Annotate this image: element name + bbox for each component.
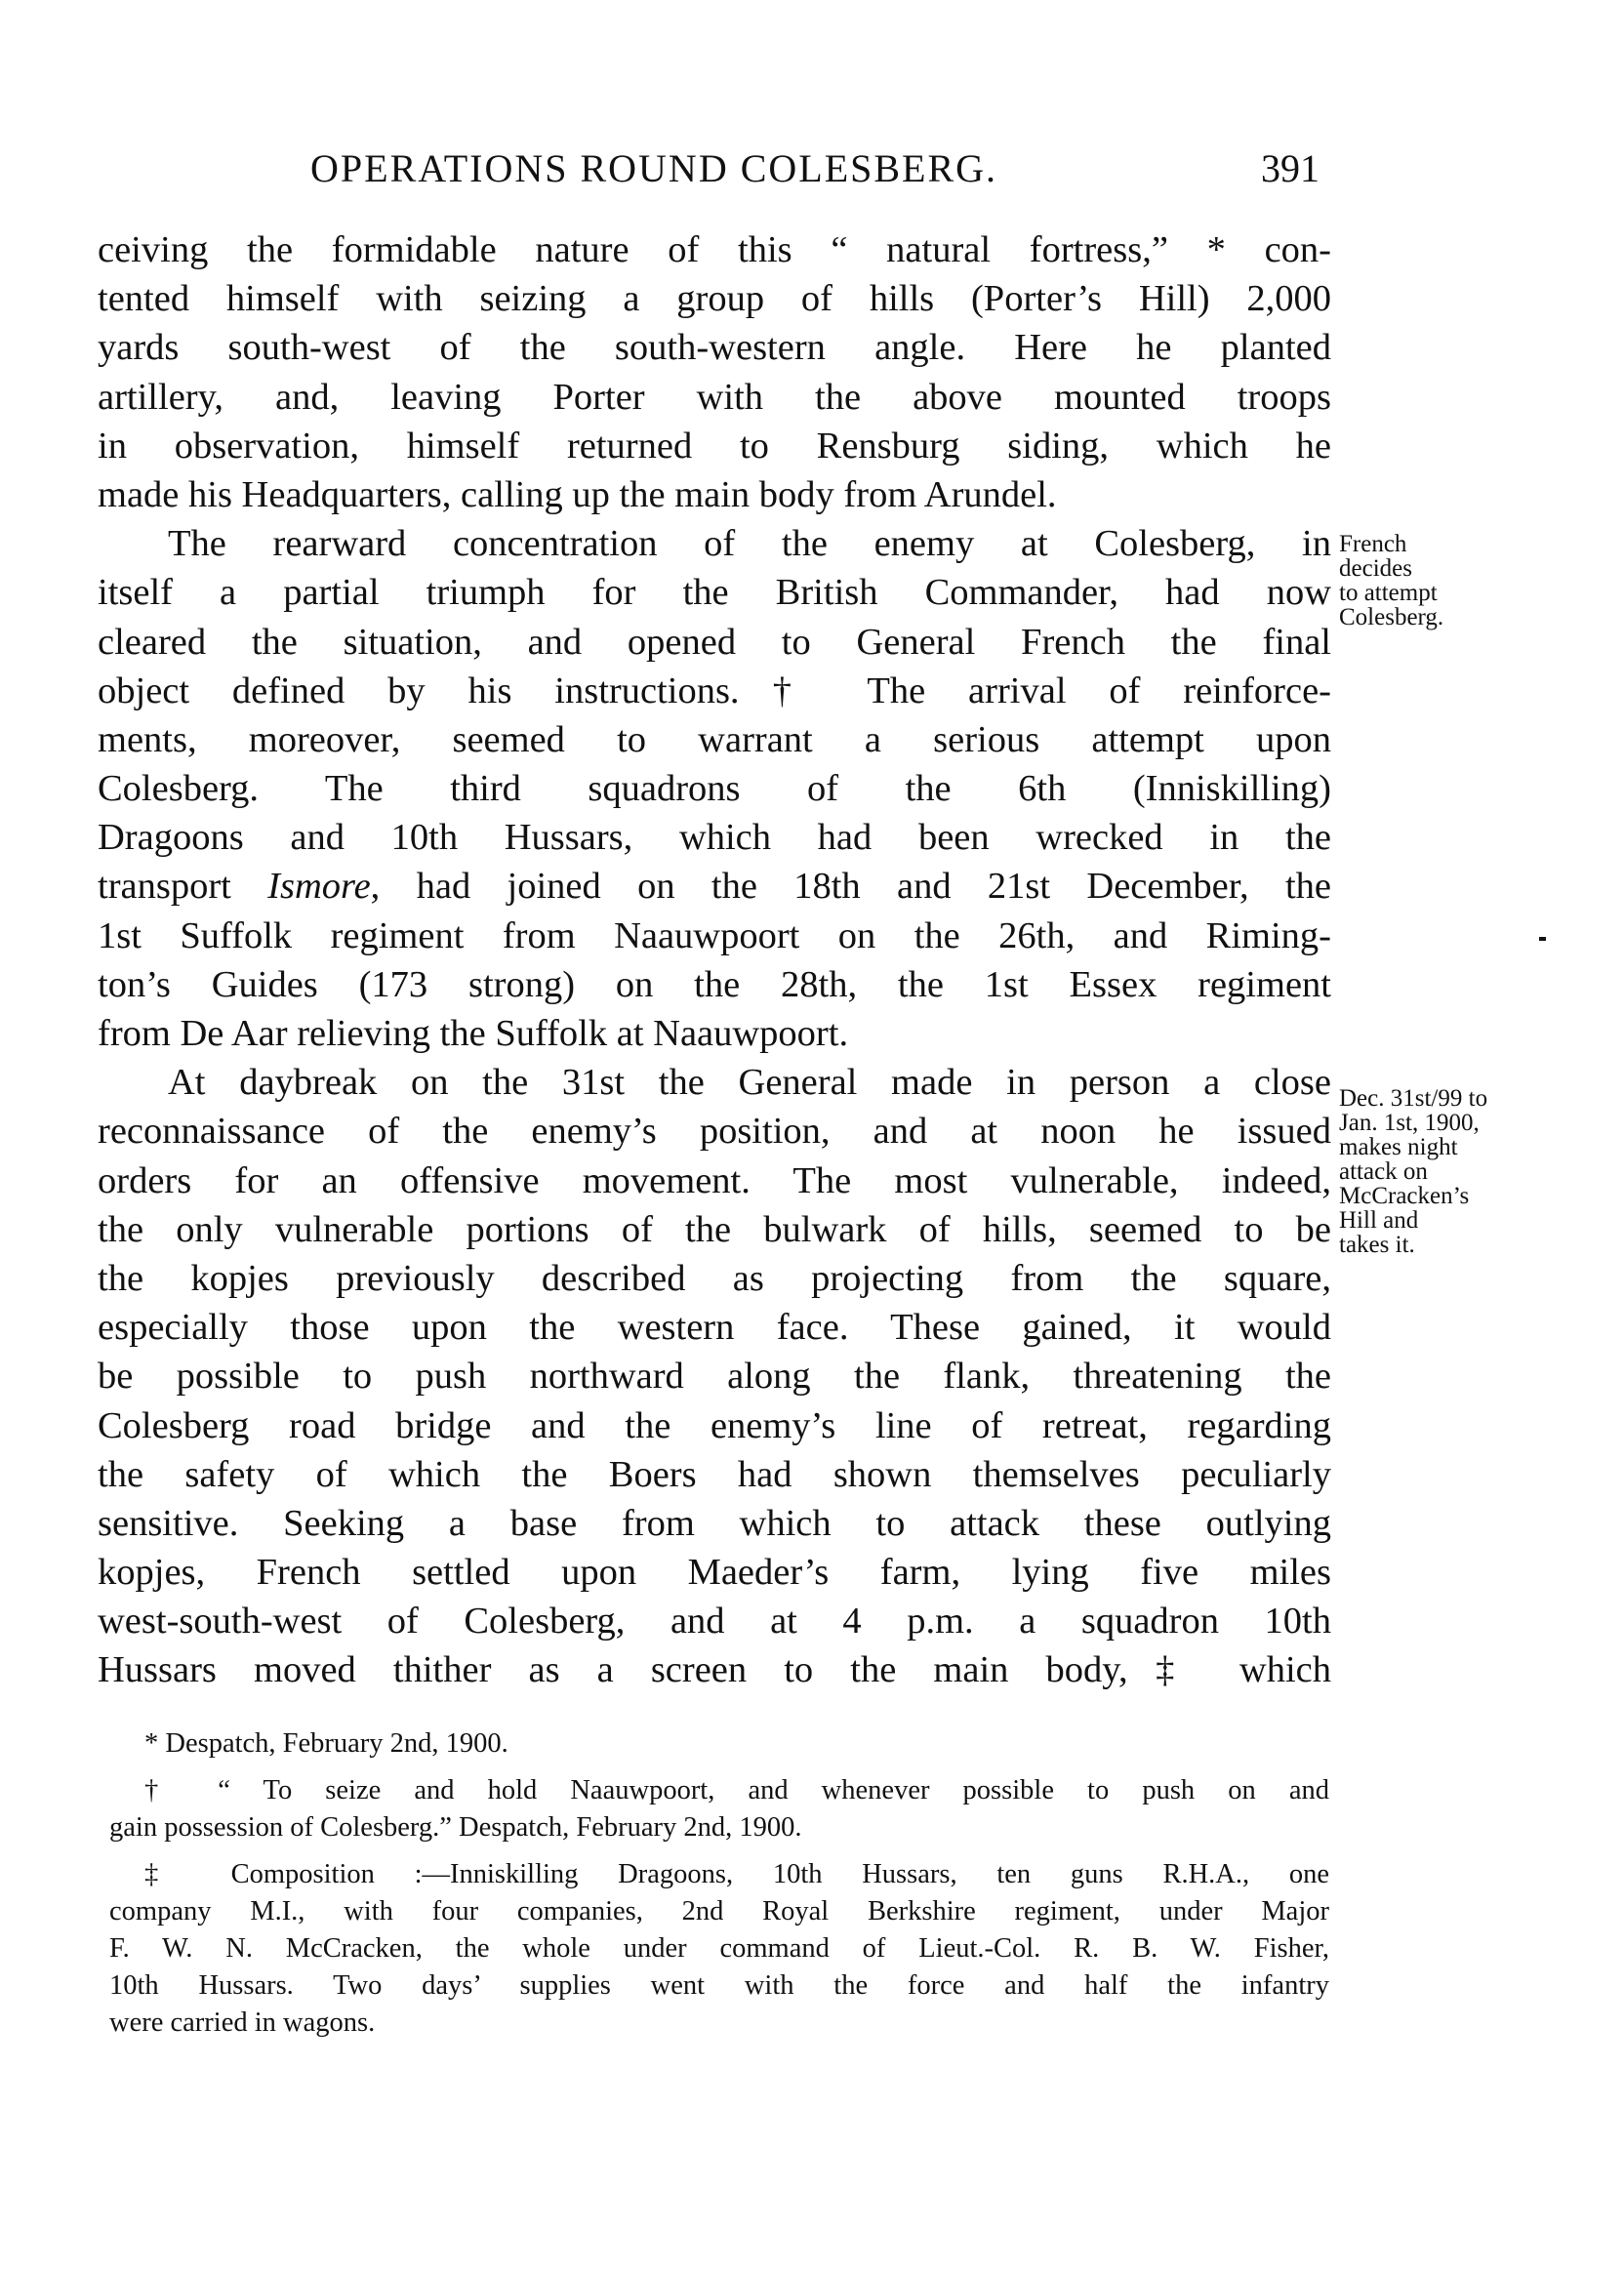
body-line: be possible to push northward along the flank, threatening the <box>98 1356 1331 1398</box>
body-text <box>98 225 1331 1695</box>
margin-note-line: French <box>1339 531 1407 557</box>
footnote-line: ‡ Composition :—Inniskilling Dragoons, 10th Hussars, ten guns R.H.A., one <box>144 1859 1329 1889</box>
margin-note-line: decides <box>1339 555 1412 582</box>
body-line: kopjes, French settled upon Maeder’s farm, lying five miles <box>98 1552 1331 1594</box>
body-line: orders for an offensive movement. The most vulnerable, indeed, <box>98 1159 1331 1201</box>
margin-note-line: takes it. <box>1339 1232 1415 1258</box>
margin-note-line: Jan. 1st, 1900, <box>1339 1110 1480 1136</box>
footnote-line: F. W. N. McCracken, the whole under command of Lieut.-Col. R. B. W. Fisher, <box>109 1933 1329 1964</box>
footnotes <box>109 1725 1329 2051</box>
body-line: especially those upon the western face. These gained, it would <box>98 1307 1331 1349</box>
body-line: the safety of which the Boers had shown themselves peculiarly <box>98 1453 1331 1495</box>
margin-note-french-decides <box>1339 532 1443 629</box>
body-line: the kopjes previously described as projecting from the square, <box>98 1257 1331 1299</box>
body-line-prefix: transport <box>98 866 268 908</box>
margin-note-night-attack <box>1339 1086 1487 1257</box>
ship-name-italic: Ismore <box>267 866 371 908</box>
body-line: object defined by his instructions.† The arrival of reinforce- <box>98 669 1331 711</box>
footnote-dagger <box>109 1772 1329 1846</box>
body-line-suffix: , had joined on the 18th and 21st December, the <box>370 866 1331 908</box>
margin-note-line: Hill and <box>1339 1207 1419 1234</box>
footnote-line: were carried in wagons. <box>109 2007 376 2038</box>
footnote-asterisk <box>109 1725 1329 1763</box>
body-line: in observation, himself returned to Rensburg siding, which he <box>98 425 1331 466</box>
body-line: from De Aar relieving the Suffolk at Naauwpoort. <box>98 1013 849 1054</box>
body-line: ments, moreover, seemed to warrant a serious attempt upon <box>98 718 1331 760</box>
margin-note-line: to attempt <box>1339 580 1438 606</box>
body-line: yards south-west of the south-western angle. Here he planted <box>98 327 1331 369</box>
running-head-title: OPERATIONS ROUND COLESBERG. <box>310 146 998 190</box>
margin-note-line: attack on <box>1339 1158 1428 1185</box>
margin-note-line: Colesberg. <box>1339 604 1444 630</box>
footnote-line: company M.I., with four companies, 2nd Royal Berkshire regiment, under Major <box>109 1896 1329 1926</box>
body-line: the only vulnerable portions of the bulwark of hills, seemed to be <box>98 1208 1331 1250</box>
body-line: ceiving the formidable nature of this “ natural fortress,” * con- <box>98 229 1331 270</box>
print-speck <box>1539 937 1546 941</box>
running-head <box>310 144 1335 193</box>
body-line: 1st Suffolk regiment from Naauwpoort on the 26th, and Riming- <box>98 914 1331 956</box>
body-line: Colesberg road bridge and the enemy’s line of retreat, regarding <box>98 1404 1331 1446</box>
margin-note-line: Dec. 31st/99 to <box>1339 1085 1488 1112</box>
margin-note-line: makes night <box>1339 1134 1458 1160</box>
body-line: sensitive. Seeking a base from which to attack these outlying <box>98 1502 1331 1544</box>
body-line: made his Headquarters, calling up the main body from Arundel. <box>98 473 1057 515</box>
footnote-line: * Despatch, February 2nd, 1900. <box>144 1728 508 1759</box>
margin-note-line: McCracken’s <box>1339 1183 1470 1209</box>
body-line-with-italic <box>98 862 1331 911</box>
body-line: Hussars moved thither as a screen to the main body,‡ which <box>98 1649 1331 1691</box>
footnote-double-dagger <box>109 1856 1329 2042</box>
body-line: itself a partial triumph for the British Commander, had now <box>98 572 1331 614</box>
page-number: 391 <box>1261 146 1320 190</box>
body-line: cleared the situation, and opened to General French the final <box>98 621 1331 663</box>
footnote-line: 10th Hussars. Two days’ supplies went with the force and half the infantry <box>109 1970 1329 2001</box>
footnote-line: gain possession of Colesberg.” Despatch, February 2nd, 1900. <box>109 1812 802 1843</box>
footnote-line: † “ To seize and hold Naauwpoort, and whenever possible to push on and <box>144 1775 1329 1805</box>
body-line: west-south-west of Colesberg, and at 4 p.m. a squadron 10th <box>98 1601 1331 1642</box>
body-line: tented himself with seizing a group of hills (Porter’s Hill) 2,000 <box>98 278 1331 320</box>
body-line: reconnaissance of the enemy’s position, and at noon he issued <box>98 1111 1331 1153</box>
body-line: ton’s Guides (173 strong) on the 28th, the 1st Essex regiment <box>98 963 1331 1005</box>
paragraph-start-line: The rearward concentration of the enemy at Colesberg, in <box>168 523 1331 565</box>
body-line: Dragoons and 10th Hussars, which had been wrecked in the <box>98 817 1331 859</box>
body-line: Colesberg. The third squadrons of the 6th (Inniskilling) <box>98 768 1331 810</box>
body-line: artillery, and, leaving Porter with the above mounted troops <box>98 376 1331 418</box>
paragraph-start-line: At daybreak on the 31st the General made in person a close <box>168 1062 1331 1104</box>
